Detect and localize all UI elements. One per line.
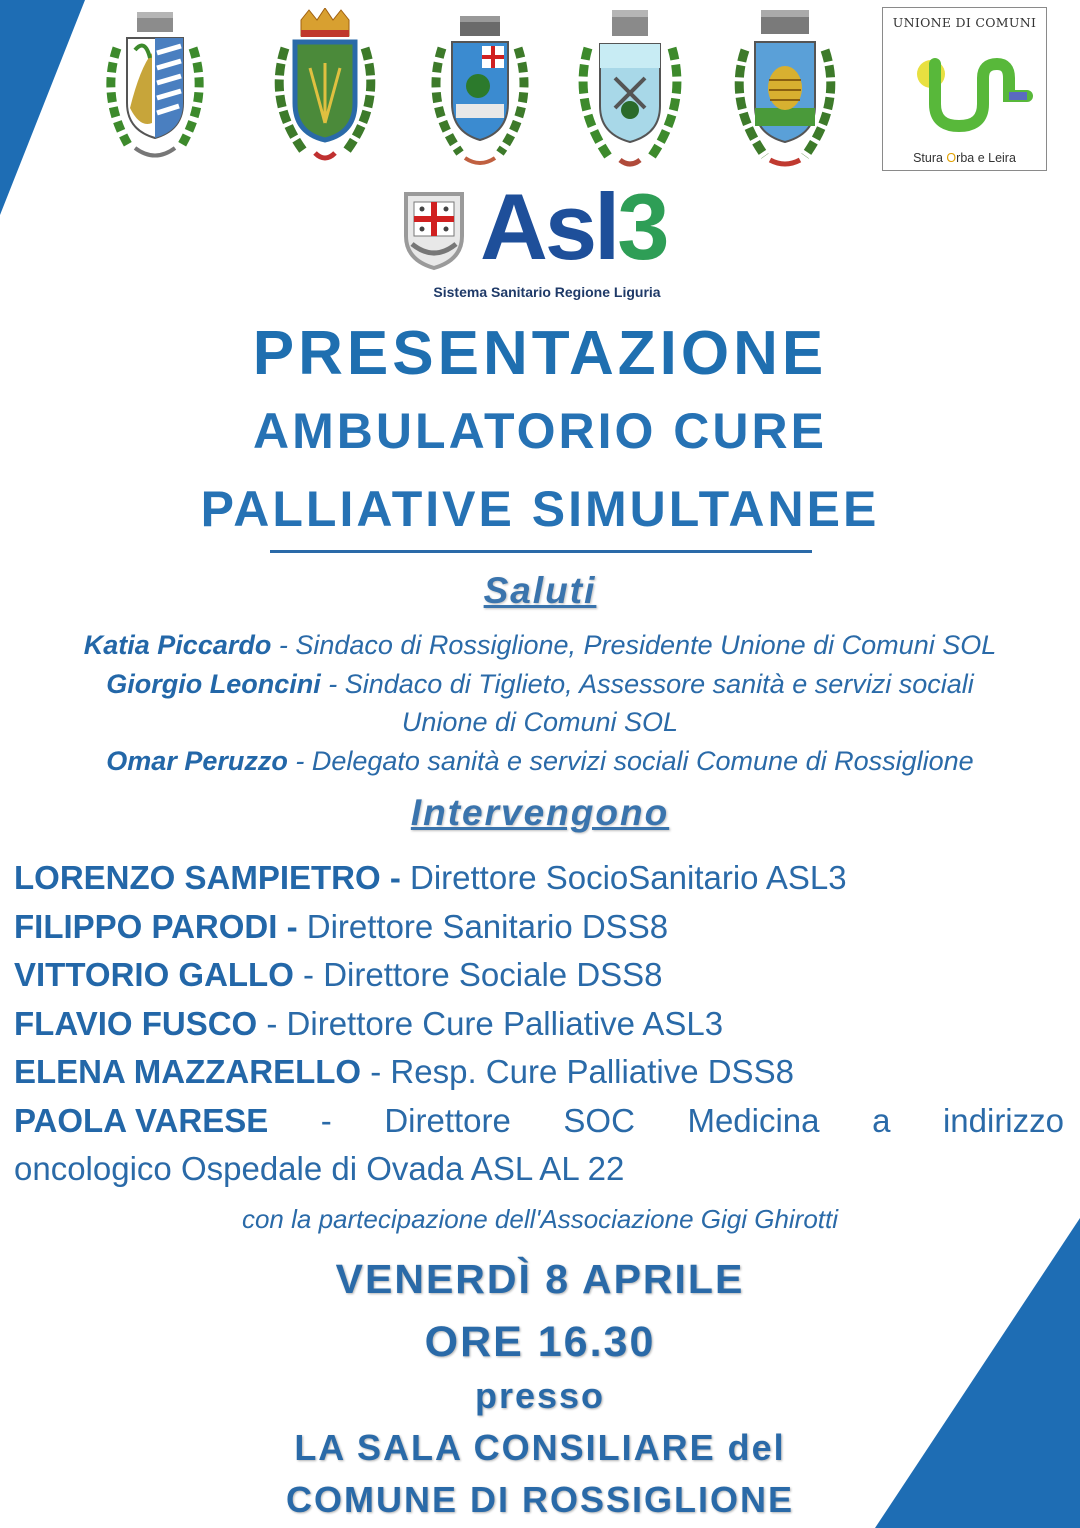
event-venue-line1: LA SALA CONSILIARE del [294,1427,786,1468]
event-venue-line2: COMUNE DI ROSSIGLIONE [285,1479,795,1520]
union-logo-icon [897,34,1035,144]
speaker-item: ELENA MAZZARELLO - Resp. Cure Palliative DSS8 [14,1053,794,1090]
speaker-item: VITTORIO GALLO - Direttore Sociale DSS8 [14,956,663,993]
partecipazione-note: con la partecipazione dell'Associazione Gigi Ghirotti [241,1204,839,1234]
title-divider [270,550,812,553]
event-presso: presso [474,1375,606,1416]
event-date: VENERDÌ 8 APRILE [335,1256,745,1302]
liguria-shield-icon [402,190,466,272]
saluti-list [0,626,1080,780]
event-time: ORE 16.30 [424,1318,656,1366]
asl3-wordmark: Asl3 [480,174,667,279]
saluti-item: Giorgio Leoncini - Sindaco di Tiglieto, Assessore sanità e servizi sociali [106,668,974,699]
crest-5-icon [725,8,845,173]
speaker-item: FILIPPO PARODI - Direttore Sanitario DSS8 [14,907,669,945]
heading-saluti: Saluti [483,570,597,611]
crest-1-icon [95,8,215,173]
crest-3-icon [420,8,540,173]
speaker-item: LORENZO SAMPIETRO - Direttore SocioSanitario ASL3 [14,859,847,896]
speaker-item-last-continuation: oncologico Ospedale di Ovada ASL AL 22 [14,1150,625,1187]
corner-triangle-top-left [0,0,85,215]
municipal-crests [95,8,855,173]
saluti-item: Katia Piccardo - Sindaco di Rossiglione, Presidente Unione di Comuni SOL [83,630,997,660]
union-logo-box [882,7,1047,171]
asl3-logo [402,174,692,303]
title-presentazione: PRESENTAZIONE [252,319,828,388]
title-palliative: PALLIATIVE SIMULTANEE [200,481,880,537]
union-footer: Stura Orba e Leira [913,151,1016,165]
asl3-subtitle: Sistema Sanitario Regione Liguria [433,284,661,300]
saluti-item: Omar Peruzzo - Delegato sanità e servizi sociali Comune di Rossiglione [106,745,974,776]
speaker-item-last: PAOLA VARESE - Direttore SOC Medicina a indirizzo [14,1101,1064,1139]
crest-4-icon [570,8,690,173]
crest-2-icon [265,8,385,173]
heading-intervengono: Intervengono [410,792,670,833]
speakers-list [14,854,1064,1194]
union-title: UNIONE DI COMUNI [892,15,1037,30]
saluti-item: Unione di Comuni SOL [401,707,679,738]
title-ambulatorio: AMBULATORIO CURE [253,403,827,459]
speaker-item: FLAVIO FUSCO - Direttore Cure Palliative ASL3 [14,1004,724,1042]
